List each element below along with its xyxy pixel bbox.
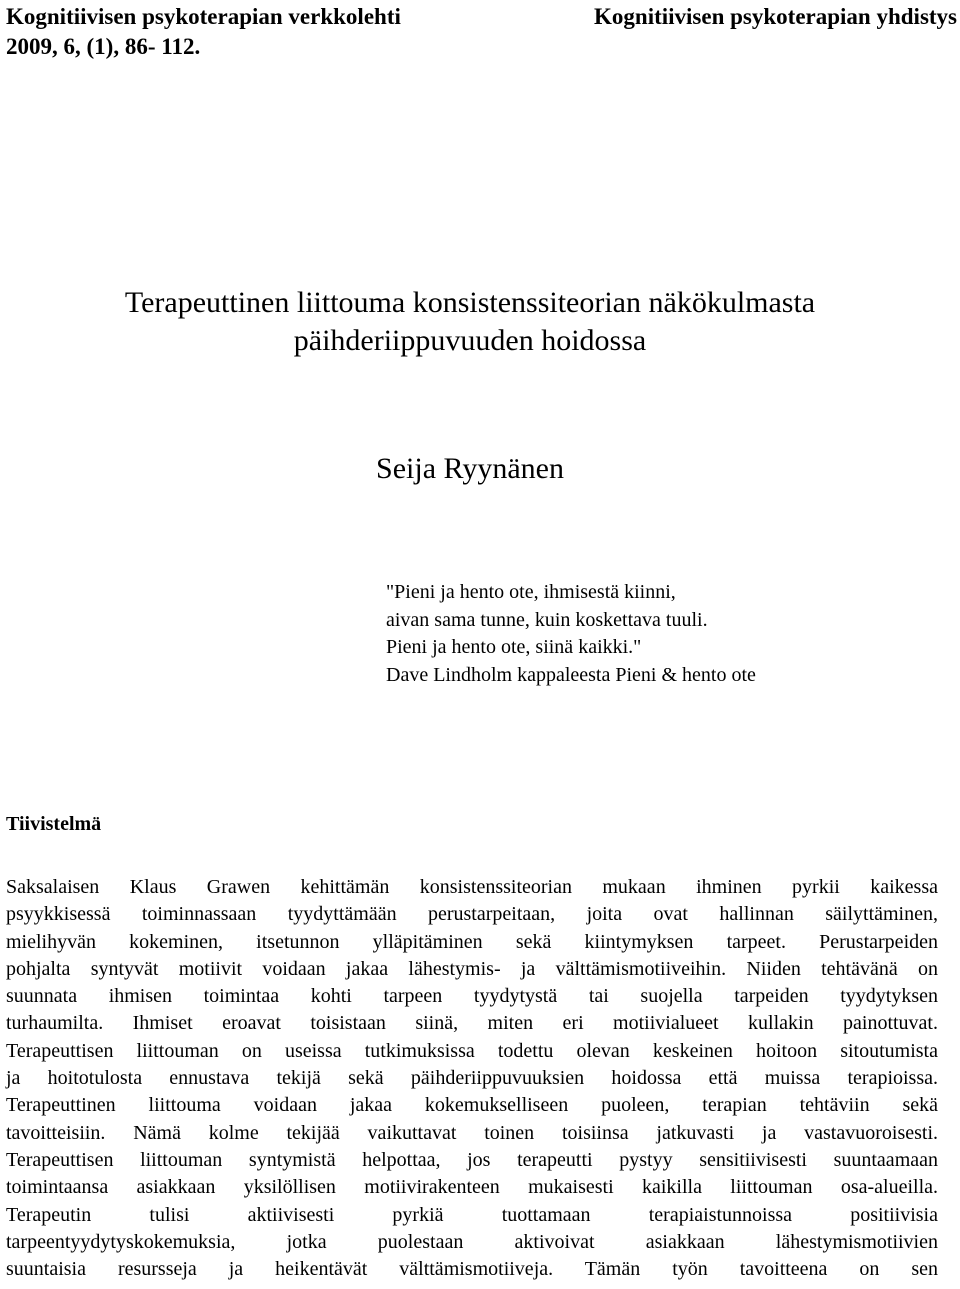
abstract-line: mielihyvän kokeminen, itsetunnon ylläpitäminen sekä kiintymyksen tarpeet. Perustarpeiden xyxy=(6,930,938,953)
abstract-line: Saksalaisen Klaus Grawen kehittämän konsistenssiteorian mukaan ihminen pyrkii kaikessa xyxy=(6,876,938,898)
abstract-line: Terapeuttisen liittouman on useissa tutkimuksissa todettu olevan keskeinen hoitoon sitoutumista xyxy=(6,1039,938,1062)
epigraph-attribution: Dave Lindholm kappaleesta Pieni & hento ote xyxy=(386,663,756,686)
abstract-line: psyykkisessä toiminnassaan tyydyttämään perustarpeitaan, joita ovat hallinnan säilyttäminen, xyxy=(6,903,938,926)
abstract-line: Terapeutin tulisi aktiivisesti pyrkiä tuottamaan terapiaistunnoissa positiivisia xyxy=(6,1203,938,1226)
abstract-body xyxy=(6,874,938,1283)
journal-name: Kognitiivisen psykoterapian verkkolehti xyxy=(6,4,401,29)
epigraph-line: aivan sama tunne, kuin koskettava tuuli. xyxy=(386,608,708,631)
abstract-line: pohjalta syntyvät motiivit voidaan jakaa lähestymis- ja välttämismotiiveihin. Niiden tehtävänä on xyxy=(6,957,938,980)
publisher: Kognitiivisen psykoterapian yhdistys xyxy=(594,4,957,29)
abstract-line: ja hoitotulosta ennustava tekijä sekä päihderiippuvuuksien hoidossa että muissa terapioissa. xyxy=(6,1067,938,1090)
abstract-line: suuntaisia resursseja ja heikentävät välttämismotiiveja. Tämän työn tavoitteena on sen xyxy=(6,1258,938,1281)
abstract-line: turhaumilta. Ihmiset eroavat toisistaan siinä, miten eri motiivialueet kullakin painottuvat. xyxy=(6,1012,938,1035)
article-title-line-1: Terapeuttinen liittouma konsistenssiteorian näkökulmasta xyxy=(124,286,816,319)
article-title-line-2: päihderiippuvuuden hoidossa xyxy=(293,324,647,357)
author-name: Seija Ryynänen xyxy=(376,452,564,485)
abstract-line: tarpeentyydytyskokemuksia, jotka puolestaan aktivoivat asiakkaan lähestymismotiivien xyxy=(6,1230,938,1253)
journal-citation xyxy=(6,2,401,62)
epigraph-line: Pieni ja hento ote, siinä kaikki." xyxy=(386,636,642,658)
epigraph xyxy=(386,579,756,689)
article-title xyxy=(0,284,940,360)
abstract-line: Terapeuttisen liittouman syntymistä helpottaa, jos terapeutti pystyy sensitiivisesti suuntaamaan xyxy=(6,1148,938,1171)
epigraph-line: "Pieni ja hento ote, ihmisestä kiinni, xyxy=(386,581,676,603)
abstract-line: toimintaansa asiakkaan yksilöllisen motiivirakenteen mukaisesti kaikilla liittouman osa-alueilla. xyxy=(6,1176,938,1199)
abstract-line: suunnata ihmisen toimintaa kohti tarpeen tyydytystä tai suojella tarpeiden tyydytyksen xyxy=(6,985,938,1008)
abstract-line: Terapeuttinen liittouma voidaan jakaa kokemukselliseen puoleen, terapian tehtäviin sekä xyxy=(6,1094,938,1117)
abstract-heading: Tiivistelmä xyxy=(6,813,102,835)
journal-volume: 2009, 6, (1), 86- 112. xyxy=(6,34,201,59)
abstract-line: tavoitteisiin. Nämä kolme tekijää vaikuttavat toinen toisiinsa jatkuvasti ja vastavuoroisesti. xyxy=(6,1121,938,1144)
